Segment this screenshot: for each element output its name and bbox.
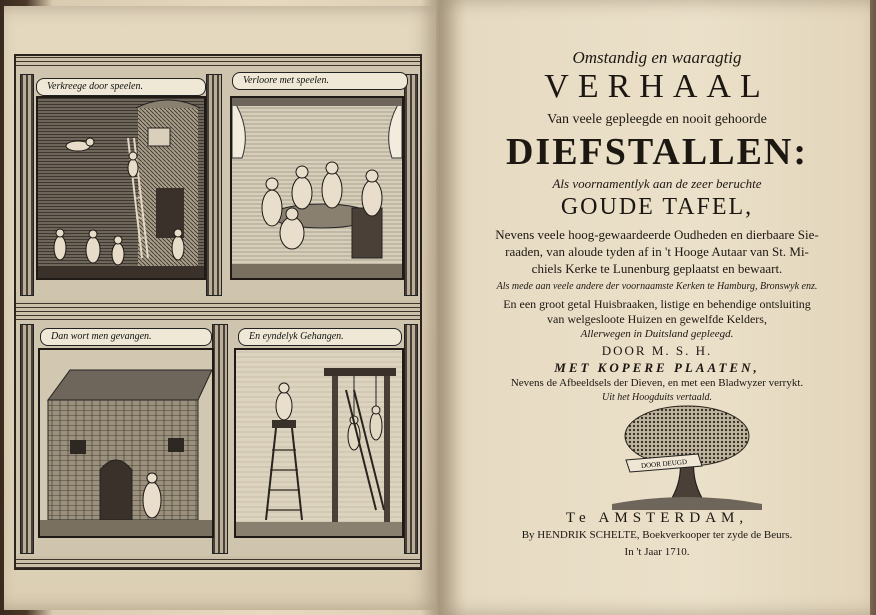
- plate-frame-middle: [16, 300, 420, 320]
- printer-emblem-tree: [612, 400, 762, 510]
- title-plates: MET KOPERE PLAATEN,: [554, 360, 760, 375]
- plate-frame-top: [16, 56, 420, 66]
- panel-night-theft: [36, 96, 206, 280]
- column-left-bottom: [20, 324, 34, 554]
- title-line-7: Nevens veele hoog-gewaardeerde Oudheden en dierbaare Sie-: [495, 227, 819, 242]
- column-left-top: [20, 74, 34, 296]
- panel-caption-2: Verloore met speelen.: [232, 72, 408, 90]
- imprint-year: In 't Jaar 1710.: [624, 546, 690, 558]
- arrest-engraving: [40, 350, 212, 536]
- title-line-11: En een groot getal Huisbraaken, listige en behendige ontsluiting: [503, 297, 811, 311]
- title-goude-tafel: GOUDE TAFEL,: [560, 194, 754, 220]
- title-line-17: Uit het Hoogduits vertaald.: [602, 392, 712, 403]
- title-line-16: Nevens de Afbeeldsels der Dieven, en met een Bladwyzer verrykt.: [510, 377, 804, 389]
- panel-caption-3: Dan wort men gevangen.: [40, 328, 212, 346]
- panel-arrest: [38, 348, 214, 538]
- title-line-9: chiels Kerke te Lunenburg geplaatst en bewaart.: [531, 261, 783, 276]
- left-page-frontispiece: [4, 6, 436, 610]
- title-verhaal: VERHAAL: [544, 68, 770, 105]
- title-line-1: Omstandig en waaragtig: [572, 48, 742, 67]
- title-author: DOOR M. S. H.: [601, 343, 713, 358]
- column-center-bottom: [212, 324, 228, 554]
- column-center-top: [206, 74, 222, 296]
- column-right-bottom: [404, 324, 418, 554]
- emblem-banner-text: DOOR DEUGD: [640, 458, 688, 470]
- title-line-12: van welgesloote Huizen en gewelfde Kelders,: [547, 312, 767, 326]
- engraved-plate: [14, 54, 422, 570]
- panel-caption-4: En eyndelyk Gehangen.: [238, 328, 402, 346]
- column-right-top: [404, 74, 418, 296]
- imprint-city: Te AMSTERDAM,: [565, 510, 749, 526]
- night-theft-engraving: [38, 98, 204, 278]
- gallows-engraving: [236, 350, 402, 536]
- title-line-5: Als voornamentlyk aan de zeer beruchte: [552, 176, 762, 191]
- panel-caption-1: Verkreege door speelen.: [36, 78, 206, 96]
- plate-frame-bottom: [16, 556, 420, 568]
- title-line-13: Allerwegen in Duitsland gepleegd.: [580, 328, 734, 340]
- panel-gambling: [230, 96, 404, 280]
- imprint-publisher: By HENDRIK SCHELTE, Boekverkooper ter zyde de Beurs.: [521, 529, 793, 541]
- title-line-10: Als mede aan veele andere der voornaamste Kerken te Hamburg, Bronswyk enz.: [496, 281, 818, 292]
- gambling-engraving: [232, 98, 402, 278]
- title-diefstallen: DIEFSTALLEN:: [505, 131, 809, 173]
- panel-gallows: [234, 348, 404, 538]
- title-line-8: raaden, van aloude tyden af in 't Hooge Autaar van St. Mi-: [505, 244, 809, 259]
- title-line-3: Van veele gepleegde en nooit gehoorde: [547, 112, 767, 127]
